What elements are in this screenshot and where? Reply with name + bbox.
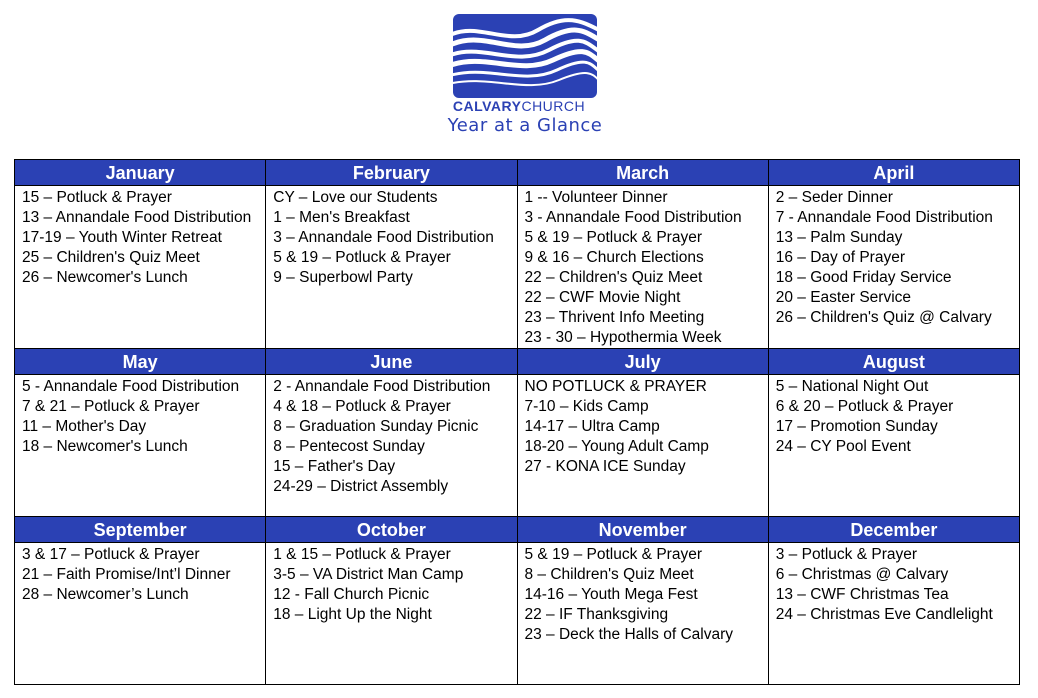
event-item: 2 - Annandale Food Distribution: [273, 378, 491, 395]
year-calendar: [14, 159, 1020, 685]
event-item: 8 – Children's Quiz Meet: [524, 566, 694, 583]
event-item: 28 – Newcomer’s Lunch: [22, 586, 189, 603]
event-item: 3 – Potluck & Prayer: [775, 546, 918, 563]
month-name: November: [517, 517, 768, 543]
month-events: [15, 543, 266, 685]
church-name: [0, 98, 1038, 114]
event-item: 13 – Annandale Food Distribution: [22, 209, 252, 226]
event-item: 23 – Thrivent Info Meeting: [524, 309, 705, 326]
month-header-row: [15, 517, 1020, 543]
event-item: 3 - Annandale Food Distribution: [524, 209, 742, 226]
event-item: 7-10 – Kids Camp: [524, 398, 649, 415]
month-events: [517, 186, 768, 349]
church-logo: [453, 14, 597, 98]
event-item: 22 – IF Thanksgiving: [524, 606, 669, 623]
event-item: 22 – Children's Quiz Meet: [524, 269, 703, 286]
event-item: 8 – Pentecost Sunday: [273, 438, 425, 455]
event-item: 7 - Annandale Food Distribution: [775, 209, 993, 226]
month-header-row: [15, 160, 1020, 186]
waves-icon: [453, 14, 597, 98]
event-item: 12 - Fall Church Picnic: [273, 586, 430, 603]
event-item: 24-29 – District Assembly: [273, 478, 449, 495]
month-events: [517, 543, 768, 685]
event-item: 18 – Light Up the Night: [273, 606, 432, 623]
event-item: 1 & 15 – Potluck & Prayer: [273, 546, 451, 563]
month-name: July: [517, 349, 768, 375]
event-item: 15 – Father's Day: [273, 458, 396, 475]
event-item: 5 & 19 – Potluck & Prayer: [524, 229, 702, 246]
month-events-row: [15, 186, 1020, 349]
event-item: 13 – CWF Christmas Tea: [775, 586, 949, 603]
page-title: Year at a Glance: [447, 115, 603, 136]
event-item: 1 – Men's Breakfast: [273, 209, 410, 226]
month-events-row: [15, 375, 1020, 517]
event-item: 20 – Easter Service: [775, 289, 912, 306]
event-item: 15 – Potluck & Prayer: [22, 189, 172, 206]
event-item: 24 – CY Pool Event: [775, 438, 911, 455]
event-item: 14-17 – Ultra Camp: [524, 418, 660, 435]
month-name: June: [266, 349, 517, 375]
event-item: 17-19 – Youth Winter Retreat: [22, 229, 222, 246]
event-item: 25 – Children's Quiz Meet: [22, 249, 200, 266]
event-item: 6 – Christmas @ Calvary: [775, 566, 949, 583]
event-item: 7 & 21 – Potluck & Prayer: [22, 398, 200, 415]
month-events: [266, 375, 517, 517]
month-name: March: [517, 160, 768, 186]
event-item: 16 – Day of Prayer: [775, 249, 905, 266]
event-item: 13 – Palm Sunday: [775, 229, 903, 246]
event-item: 1 -- Volunteer Dinner: [524, 189, 668, 206]
event-item: 8 – Graduation Sunday Picnic: [273, 418, 479, 435]
event-item: 24 – Christmas Eve Candlelight: [775, 606, 993, 623]
event-item: NO POTLUCK & PRAYER: [524, 378, 707, 395]
month-name: August: [768, 349, 1019, 375]
month-events: [15, 375, 266, 517]
month-events-row: [15, 543, 1020, 685]
event-item: 3 – Annandale Food Distribution: [273, 229, 494, 246]
month-name: April: [768, 160, 1019, 186]
month-name: October: [266, 517, 517, 543]
event-item: 18-20 – Young Adult Camp: [524, 438, 709, 455]
event-item: 26 – Newcomer's Lunch: [22, 269, 188, 286]
event-item: 27 - KONA ICE Sunday: [524, 458, 686, 475]
event-item: 11 – Mother's Day: [22, 418, 147, 435]
event-item: 5 - Annandale Food Distribution: [22, 378, 240, 395]
event-item: 18 – Newcomer's Lunch: [22, 438, 188, 455]
event-item: 9 – Superbowl Party: [273, 269, 413, 286]
event-item: 3-5 – VA District Man Camp: [273, 566, 464, 583]
month-events: [517, 375, 768, 517]
month-events: [266, 543, 517, 685]
month-name: February: [266, 160, 517, 186]
event-item: 26 – Children's Quiz @ Calvary: [775, 309, 992, 326]
event-item: 5 – National Night Out: [775, 378, 929, 395]
event-item: CY – Love our Students: [273, 189, 438, 206]
event-item: 21 – Faith Promise/Int’l Dinner: [22, 566, 231, 583]
month-name: May: [15, 349, 266, 375]
month-events: [15, 186, 266, 349]
event-item: 2 – Seder Dinner: [775, 189, 893, 206]
event-item: 23 - 30 – Hypothermia Week: [524, 329, 722, 346]
month-events: [768, 543, 1019, 685]
month-events: [266, 186, 517, 349]
event-item: 3 & 17 – Potluck & Prayer: [22, 546, 200, 563]
month-name: January: [15, 160, 266, 186]
church-name-bold: CALVARY: [452, 98, 522, 114]
month-header-row: [15, 349, 1020, 375]
church-name-thin: CHURCH: [521, 98, 586, 114]
event-item: 4 & 18 – Potluck & Prayer: [273, 398, 451, 415]
event-item: 5 & 19 – Potluck & Prayer: [524, 546, 702, 563]
month-events: [768, 375, 1019, 517]
event-item: 6 & 20 – Potluck & Prayer: [775, 398, 954, 415]
event-item: 17 – Promotion Sunday: [775, 418, 938, 435]
month-events: [768, 186, 1019, 349]
event-item: 14-16 – Youth Mega Fest: [524, 586, 698, 603]
event-item: 18 – Good Friday Service: [775, 269, 952, 286]
month-name: December: [768, 517, 1019, 543]
event-item: 9 & 16 – Church Elections: [524, 249, 704, 266]
event-item: 23 – Deck the Halls of Calvary: [524, 626, 733, 643]
event-item: 5 & 19 – Potluck & Prayer: [273, 249, 451, 266]
month-name: September: [15, 517, 266, 543]
event-item: 22 – CWF Movie Night: [524, 289, 681, 306]
